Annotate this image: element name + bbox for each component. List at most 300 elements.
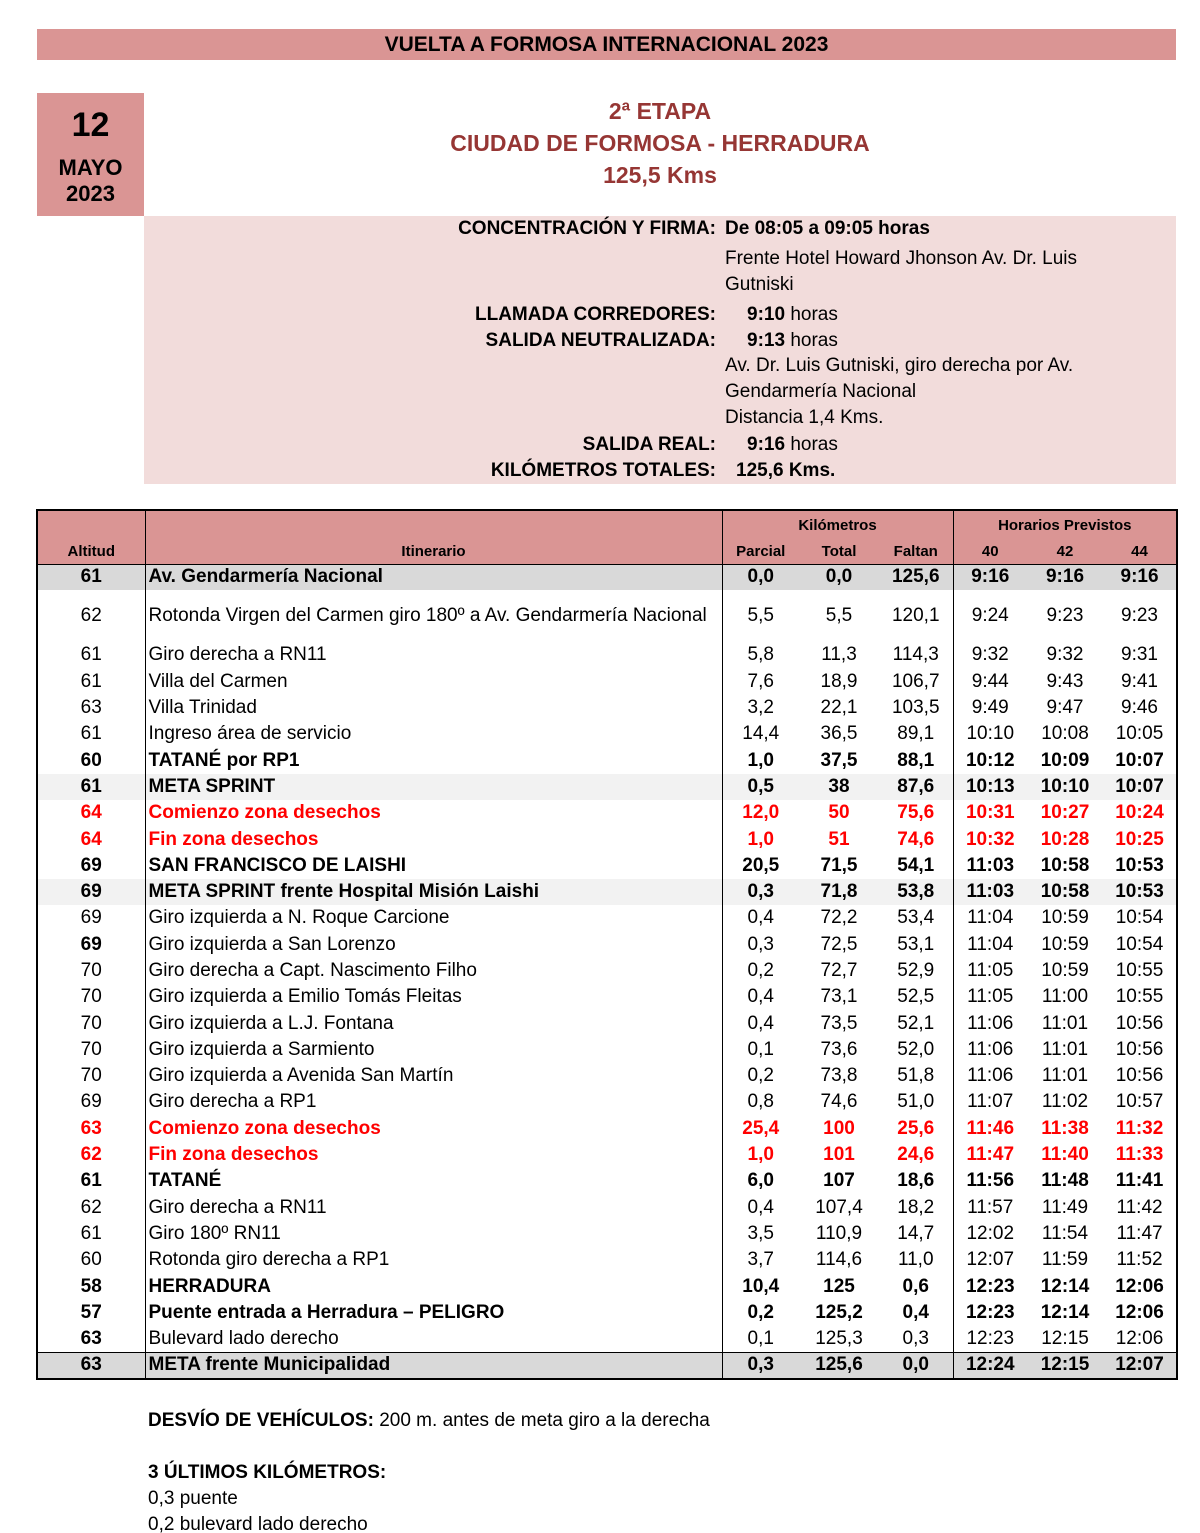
altitud-header: Altitud — [37, 540, 145, 564]
table-row — [37, 1116, 1177, 1142]
parcial-cell: 3,7 — [747, 1249, 774, 1271]
neutral-time: 9:13 — [747, 330, 786, 351]
altitud-cell: 61 — [37, 721, 145, 747]
desvio-text: 200 m. antes de meta giro a la derecha — [373, 1410, 710, 1431]
time-42-cell: 11:00 — [1041, 986, 1089, 1008]
time-44-cell: 10:07 — [1103, 747, 1177, 773]
faltan-cell: 52,5 — [879, 984, 953, 1010]
time-44-cell: 9:16 — [1103, 564, 1177, 590]
faltan-cell: 14,7 — [879, 1221, 953, 1247]
time-42-cell: 11:48 — [1041, 1170, 1089, 1192]
time-42-cell: 11:49 — [1041, 1196, 1089, 1218]
faltan-cell: 0,3 — [879, 1326, 953, 1352]
parcial-cell: 0,4 — [747, 986, 774, 1008]
time-40-cell: 9:24 — [971, 605, 1009, 627]
altitud-cell: 70 — [37, 1010, 145, 1036]
time-44-cell: 10:55 — [1103, 958, 1177, 984]
total-cell: 101 — [823, 1144, 855, 1166]
table-row — [37, 564, 1177, 590]
stage-header — [144, 95, 1176, 191]
table-row — [37, 853, 1177, 879]
date-year: 2023 — [66, 181, 115, 206]
time-40-cell: 12:02 — [966, 1222, 1015, 1244]
itinerario-cell: Fin zona desechos — [145, 1142, 722, 1168]
notes-section — [148, 1408, 710, 1533]
time-42-cell: 11:59 — [1041, 1249, 1089, 1271]
time-42-cell: 12:15 — [1027, 1352, 1103, 1378]
table-row — [37, 1273, 1177, 1299]
time-44-cell: 11:47 — [1103, 1221, 1177, 1247]
parcial-cell: 1,0 — [747, 828, 774, 850]
itinerario-cell: META SPRINT frente Hospital Misión Laishi — [145, 879, 722, 905]
itinerario-cell: TATANÉ — [145, 1168, 722, 1194]
total-cell: 107 — [823, 1170, 855, 1192]
time-40-cell: 10:31 — [965, 802, 1015, 824]
altitud-cell: 69 — [37, 905, 145, 931]
total-cell: 125 — [823, 1275, 855, 1297]
time-42-cell: 11:01 — [1041, 1038, 1089, 1060]
altitud-cell: 64 — [37, 800, 145, 826]
itinerary-body — [37, 564, 1177, 1379]
time-40-cell: 12:07 — [966, 1249, 1015, 1271]
time-42-cell: 10:08 — [1041, 723, 1089, 745]
faltan-cell: 53,1 — [879, 932, 953, 958]
time-44-cell: 11:52 — [1103, 1247, 1177, 1273]
altitud-cell: 63 — [37, 1116, 145, 1142]
faltan-cell: 18,2 — [879, 1195, 953, 1221]
time-42-cell: 12:15 — [1041, 1327, 1089, 1349]
time-42-cell: 9:47 — [1046, 697, 1084, 719]
faltan-cell: 89,1 — [879, 721, 953, 747]
table-row — [37, 1010, 1177, 1036]
table-row — [37, 590, 1177, 642]
itinerario-cell: META SPRINT — [145, 774, 722, 800]
table-row — [37, 1300, 1177, 1326]
itinerario-cell: Comienzo zona desechos — [145, 800, 722, 826]
time-44-cell: 11:32 — [1103, 1116, 1177, 1142]
table-row — [37, 932, 1177, 958]
itinerario-cell: Av. Gendarmería Nacional — [145, 564, 722, 590]
parcial-cell: 12,0 — [742, 802, 780, 824]
faltan-header: Faltan — [879, 540, 953, 564]
time-40-cell: 9:49 — [971, 697, 1009, 719]
itinerary-table — [36, 509, 1178, 1380]
neutral-desc-line3: Distancia 1,4 Kms. — [725, 407, 884, 428]
km-totales-label: KILÓMETROS TOTALES: — [490, 460, 716, 481]
time-42-cell: 11:38 — [1041, 1117, 1089, 1139]
parcial-cell: 3,2 — [747, 697, 774, 719]
faltan-cell: 75,6 — [879, 800, 953, 826]
time-44-cell: 9:23 — [1103, 590, 1177, 642]
time-44-cell: 9:31 — [1103, 642, 1177, 668]
time-44-cell: 10:53 — [1103, 853, 1177, 879]
concentracion-label: CONCENTRACIÓN Y FIRMA: — [458, 218, 716, 239]
itinerario-cell: Puente entrada a Herradura – PELIGRO — [145, 1300, 722, 1326]
speed-42-header: 42 — [1027, 540, 1103, 564]
itinerario-cell: Giro izquierda a N. Roque Carcione — [145, 905, 722, 931]
kilometros-header: Kilómetros — [722, 510, 953, 540]
faltan-cell: 114,3 — [879, 642, 953, 668]
itinerario-cell: Bulevard lado derecho — [145, 1326, 722, 1352]
time-44-cell: 9:46 — [1103, 695, 1177, 721]
parcial-cell: 0,3 — [722, 1352, 799, 1378]
time-40-cell: 12:23 — [966, 1327, 1015, 1349]
total-cell: 73,5 — [820, 1012, 858, 1034]
table-row — [37, 1089, 1177, 1115]
itinerario-cell: HERRADURA — [145, 1273, 722, 1299]
table-row — [37, 1168, 1177, 1194]
time-44-cell: 11:33 — [1103, 1142, 1177, 1168]
time-40-cell: 11:57 — [967, 1196, 1014, 1218]
itinerario-cell: Giro izquierda a San Lorenzo — [145, 932, 722, 958]
stage-info-panel — [144, 216, 1176, 484]
time-42-cell: 9:16 — [1027, 564, 1103, 590]
itinerario-cell: Giro derecha a RP1 — [145, 1089, 722, 1115]
parcial-cell: 0,2 — [747, 1065, 774, 1087]
time-44-cell: 12:07 — [1103, 1352, 1177, 1378]
parcial-cell: 10,4 — [742, 1275, 780, 1297]
parcial-cell: 25,4 — [742, 1117, 780, 1139]
parcial-cell: 0,2 — [747, 1301, 774, 1323]
parcial-cell: 0,8 — [747, 1091, 774, 1113]
time-44-cell: 10:05 — [1103, 721, 1177, 747]
faltan-cell: 53,4 — [879, 905, 953, 931]
stage-route: CIUDAD DE FORMOSA - HERRADURA — [450, 130, 870, 156]
date-month: MAYO — [58, 155, 123, 180]
time-42-cell: 10:27 — [1040, 802, 1090, 824]
parcial-cell: 0,5 — [722, 774, 799, 800]
table-row — [37, 747, 1177, 773]
time-44-cell: 10:54 — [1103, 932, 1177, 958]
time-42-cell: 12:14 — [1040, 1301, 1090, 1323]
itinerario-cell: Giro izquierda a Sarmiento — [145, 1037, 722, 1063]
total-cell: 5,5 — [825, 605, 853, 627]
itinerario-cell: META frente Municipalidad — [145, 1352, 722, 1378]
concentracion-place-line2: Gutniski — [725, 274, 794, 295]
parcial-cell: 0,4 — [747, 1012, 774, 1034]
time-42-cell: 11:54 — [1041, 1222, 1089, 1244]
faltan-cell: 125,6 — [879, 564, 953, 590]
time-44-cell: 12:06 — [1103, 1326, 1177, 1352]
time-44-cell: 10:25 — [1103, 826, 1177, 852]
table-row — [37, 774, 1177, 800]
itinerario-cell: Fin zona desechos — [145, 826, 722, 852]
time-40-cell: 11:46 — [966, 1117, 1015, 1139]
altitud-cell: 62 — [37, 1142, 145, 1168]
parcial-cell: 7,6 — [747, 670, 774, 692]
total-cell: 0,0 — [799, 564, 879, 590]
itinerario-cell: TATANÉ por RP1 — [145, 747, 722, 773]
time-40-cell: 11:06 — [967, 1012, 1014, 1034]
parcial-cell: 1,0 — [747, 1144, 774, 1166]
altitud-cell: 60 — [37, 1247, 145, 1273]
parcial-cell: 0,2 — [747, 960, 774, 981]
time-40-cell: 11:06 — [967, 1065, 1014, 1087]
table-row — [37, 1221, 1177, 1247]
salida-real-label: SALIDA REAL: — [582, 434, 716, 455]
total-cell: 73,1 — [820, 986, 858, 1008]
total-cell: 125,3 — [815, 1327, 863, 1349]
table-row — [37, 984, 1177, 1010]
altitud-cell: 69 — [37, 932, 145, 958]
altitud-cell: 60 — [37, 747, 145, 773]
time-44-cell: 10:07 — [1103, 774, 1177, 800]
time-40-cell: 12:23 — [965, 1275, 1015, 1297]
time-42-cell: 10:09 — [1040, 749, 1090, 771]
total-cell: 72,7 — [820, 960, 858, 981]
time-40-cell: 9:16 — [953, 564, 1027, 590]
ultimos-line2: 0,2 bulevard lado derecho — [148, 1514, 368, 1533]
neutral-desc-line1: Av. Dr. Luis Gutniski, giro derecha por Av. — [725, 355, 1074, 376]
total-cell: 114,6 — [815, 1249, 863, 1271]
altitud-cell: 57 — [37, 1300, 145, 1326]
time-42-cell: 10:59 — [1041, 907, 1089, 929]
itinerario-cell: Rotonda Virgen del Carmen giro 180º a Av. Gendarmería Nacional — [145, 590, 722, 642]
total-cell: 11,3 — [821, 644, 857, 666]
event-title-banner: VUELTA A FORMOSA INTERNACIONAL 2023 — [37, 29, 1176, 60]
time-40-cell: 11:03 — [953, 879, 1027, 905]
parcial-cell: 1,0 — [747, 749, 774, 771]
time-42-cell: 10:59 — [1041, 933, 1089, 955]
altitud-cell: 61 — [37, 774, 145, 800]
parcial-cell: 0,0 — [722, 564, 799, 590]
time-42-cell: 9:43 — [1046, 670, 1084, 692]
altitud-cell: 63 — [37, 1352, 145, 1378]
time-40-cell: 11:47 — [966, 1144, 1015, 1166]
total-cell: 107,4 — [815, 1196, 863, 1218]
itinerario-cell: Villa Trinidad — [145, 695, 722, 721]
altitud-cell: 58 — [37, 1273, 145, 1299]
total-cell: 36,5 — [820, 723, 858, 745]
time-44-cell: 10:55 — [1103, 984, 1177, 1010]
faltan-cell: 0,4 — [879, 1300, 953, 1326]
altitud-cell: 69 — [37, 853, 145, 879]
total-cell: 22,1 — [820, 697, 858, 719]
neutral-unit: horas — [790, 330, 838, 351]
time-42-cell: 9:23 — [1046, 605, 1084, 627]
time-44-cell: 10:53 — [1103, 879, 1177, 905]
desvio-label: DESVÍO DE VEHÍCULOS: — [148, 1410, 374, 1431]
table-row — [37, 1195, 1177, 1221]
parcial-cell: 0,3 — [747, 933, 774, 955]
altitud-cell: 70 — [37, 1063, 145, 1089]
itinerario-cell: Giro 180º RN11 — [145, 1221, 722, 1247]
faltan-cell: 18,6 — [879, 1168, 953, 1194]
speed-44-header: 44 — [1103, 540, 1177, 564]
itinerario-cell: Giro izquierda a L.J. Fontana — [145, 1010, 722, 1036]
parcial-header: Parcial — [722, 540, 799, 564]
time-42-cell: 10:58 — [1040, 854, 1090, 876]
concentracion-place-line1: Frente Hotel Howard Jhonson Av. Dr. Luis — [725, 248, 1078, 269]
faltan-cell: 52,0 — [879, 1037, 953, 1063]
total-cell: 72,2 — [820, 907, 858, 929]
stage-number: 2ª ETAPA — [608, 98, 712, 124]
time-42-cell: 11:02 — [1041, 1091, 1089, 1113]
time-44-cell: 10:56 — [1103, 1063, 1177, 1089]
time-40-cell: 10:13 — [953, 774, 1027, 800]
total-cell: 74,6 — [820, 1091, 858, 1113]
itinerario-cell: Giro izquierda a Emilio Tomás Fleitas — [145, 984, 722, 1010]
altitud-cell: 62 — [37, 590, 145, 642]
neutral-label: SALIDA NEUTRALIZADA: — [485, 330, 716, 351]
table-row — [37, 669, 1177, 695]
table-row — [37, 1247, 1177, 1273]
llamada-time: 9:10 — [747, 304, 786, 325]
total-cell: 37,5 — [820, 749, 858, 771]
faltan-cell: 106,7 — [879, 669, 953, 695]
salida-real-time: 9:16 — [747, 434, 786, 455]
faltan-cell: 74,6 — [879, 826, 953, 852]
parcial-cell: 5,8 — [747, 644, 774, 666]
table-row — [37, 1352, 1177, 1378]
time-42-cell: 9:32 — [1046, 644, 1084, 666]
faltan-cell: 11,0 — [879, 1247, 953, 1273]
horarios-header: Horarios Previstos — [953, 510, 1177, 540]
time-44-cell: 9:41 — [1103, 669, 1177, 695]
itinerario-cell: Giro izquierda a Avenida San Martín — [145, 1063, 722, 1089]
time-42-cell: 11:01 — [1041, 1065, 1089, 1087]
faltan-cell: 51,0 — [879, 1089, 953, 1115]
itinerario-cell: Rotonda giro derecha a RP1 — [145, 1247, 722, 1273]
altitud-cell: 61 — [37, 1221, 145, 1247]
table-row — [37, 721, 1177, 747]
time-44-cell: 10:57 — [1103, 1089, 1177, 1115]
parcial-cell: 14,4 — [742, 723, 780, 745]
faltan-cell: 25,6 — [879, 1116, 953, 1142]
date-day: 12 — [71, 106, 110, 144]
header-row-groups — [37, 510, 1177, 540]
faltan-cell: 87,6 — [879, 774, 953, 800]
faltan-cell: 103,5 — [879, 695, 953, 721]
salida-real-unit: horas — [790, 434, 838, 455]
time-42-cell: 12:14 — [1040, 1275, 1090, 1297]
stage-distance: 125,5 Kms — [603, 162, 717, 188]
time-44-cell: 10:24 — [1103, 800, 1177, 826]
parcial-cell: 20,5 — [742, 854, 780, 876]
km-totales-value: 125,6 Kms. — [736, 460, 836, 481]
faltan-cell: 120,1 — [879, 590, 953, 642]
table-row — [37, 958, 1177, 984]
itinerario-cell: Giro derecha a Capt. Nascimento Filho — [145, 958, 722, 984]
faltan-cell: 52,1 — [879, 1010, 953, 1036]
parcial-cell: 6,0 — [747, 1170, 774, 1192]
total-cell: 18,9 — [820, 670, 858, 692]
parcial-cell: 0,1 — [747, 1327, 774, 1349]
time-44-cell: 12:06 — [1103, 1273, 1177, 1299]
total-cell: 125,6 — [799, 1352, 879, 1378]
time-40-cell: 11:06 — [967, 1038, 1014, 1060]
total-cell: 73,6 — [820, 1038, 858, 1060]
altitud-cell: 70 — [37, 958, 145, 984]
time-40-cell: 11:56 — [966, 1170, 1015, 1192]
time-40-cell: 12:24 — [953, 1352, 1027, 1378]
total-cell: 72,5 — [820, 933, 858, 955]
faltan-cell: 0,0 — [879, 1352, 953, 1378]
time-44-cell: 10:56 — [1103, 1010, 1177, 1036]
parcial-cell: 5,5 — [747, 605, 774, 627]
time-40-cell: 12:23 — [965, 1301, 1015, 1323]
table-row — [37, 695, 1177, 721]
altitud-cell: 70 — [37, 1037, 145, 1063]
parcial-cell: 0,1 — [747, 1038, 774, 1060]
parcial-cell: 0,4 — [747, 907, 774, 929]
table-row — [37, 1326, 1177, 1352]
time-40-cell: 10:12 — [965, 749, 1015, 771]
time-44-cell: 12:06 — [1103, 1300, 1177, 1326]
total-cell: 71,8 — [799, 879, 879, 905]
altitud-cell: 69 — [37, 1089, 145, 1115]
altitud-cell: 63 — [37, 695, 145, 721]
time-40-cell: 10:32 — [965, 828, 1015, 850]
date-box — [37, 93, 144, 216]
parcial-cell: 0,3 — [722, 879, 799, 905]
time-42-cell: 10:59 — [1041, 960, 1089, 981]
itinerario-cell: Villa del Carmen — [145, 669, 722, 695]
llamada-label: LLAMADA CORREDORES: — [474, 304, 716, 325]
time-40-cell: 11:04 — [967, 907, 1014, 929]
time-40-cell: 11:05 — [967, 986, 1014, 1008]
time-40-cell: 9:44 — [971, 670, 1009, 692]
faltan-cell: 53,8 — [879, 879, 953, 905]
parcial-cell: 3,5 — [747, 1222, 774, 1244]
faltan-cell: 0,6 — [879, 1273, 953, 1299]
ultimos-label: 3 ÚLTIMOS KILÓMETROS: — [148, 1462, 387, 1483]
total-cell: 38 — [799, 774, 879, 800]
speed-40-header: 40 — [953, 540, 1027, 564]
time-42-cell: 10:58 — [1027, 879, 1103, 905]
total-cell: 71,5 — [820, 854, 858, 876]
altitud-cell: 61 — [37, 1168, 145, 1194]
table-row — [37, 879, 1177, 905]
time-44-cell: 11:41 — [1103, 1168, 1177, 1194]
faltan-cell: 54,1 — [879, 853, 953, 879]
total-cell: 110,9 — [815, 1222, 863, 1244]
table-row — [37, 800, 1177, 826]
itinerario-cell: Giro derecha a RN11 — [145, 642, 722, 668]
time-44-cell: 10:56 — [1103, 1037, 1177, 1063]
altitud-cell: 64 — [37, 826, 145, 852]
table-row — [37, 905, 1177, 931]
itinerario-cell: Ingreso área de servicio — [145, 721, 722, 747]
time-40-cell: 11:04 — [967, 933, 1014, 955]
time-40-cell: 10:10 — [966, 723, 1015, 745]
table-row — [37, 1063, 1177, 1089]
faltan-cell: 24,6 — [879, 1142, 953, 1168]
altitud-cell: 61 — [37, 642, 145, 668]
concentracion-value: De 08:05 a 09:05 horas — [725, 218, 930, 239]
desvio-line — [148, 1408, 710, 1434]
neutral-desc-line2: Gendarmería Nacional — [725, 381, 917, 402]
altitud-cell: 63 — [37, 1326, 145, 1352]
table-row — [37, 1037, 1177, 1063]
time-42-cell: 11:01 — [1041, 1012, 1089, 1034]
table-row — [37, 1142, 1177, 1168]
faltan-cell: 52,9 — [879, 958, 953, 984]
time-40-cell: 11:05 — [967, 960, 1014, 981]
time-42-cell: 10:28 — [1040, 828, 1090, 850]
total-cell: 125,2 — [815, 1301, 863, 1323]
total-cell: 50 — [828, 802, 850, 824]
itinerario-cell: Comienzo zona desechos — [145, 1116, 722, 1142]
total-cell: 51 — [828, 828, 850, 850]
total-cell: 73,8 — [820, 1065, 858, 1087]
time-42-cell: 10:10 — [1027, 774, 1103, 800]
time-40-cell: 11:07 — [967, 1091, 1014, 1113]
altitud-cell: 70 — [37, 984, 145, 1010]
itinerario-cell: SAN FRANCISCO DE LAISHI — [145, 853, 722, 879]
altitud-cell: 62 — [37, 1195, 145, 1221]
faltan-cell: 51,8 — [879, 1063, 953, 1089]
